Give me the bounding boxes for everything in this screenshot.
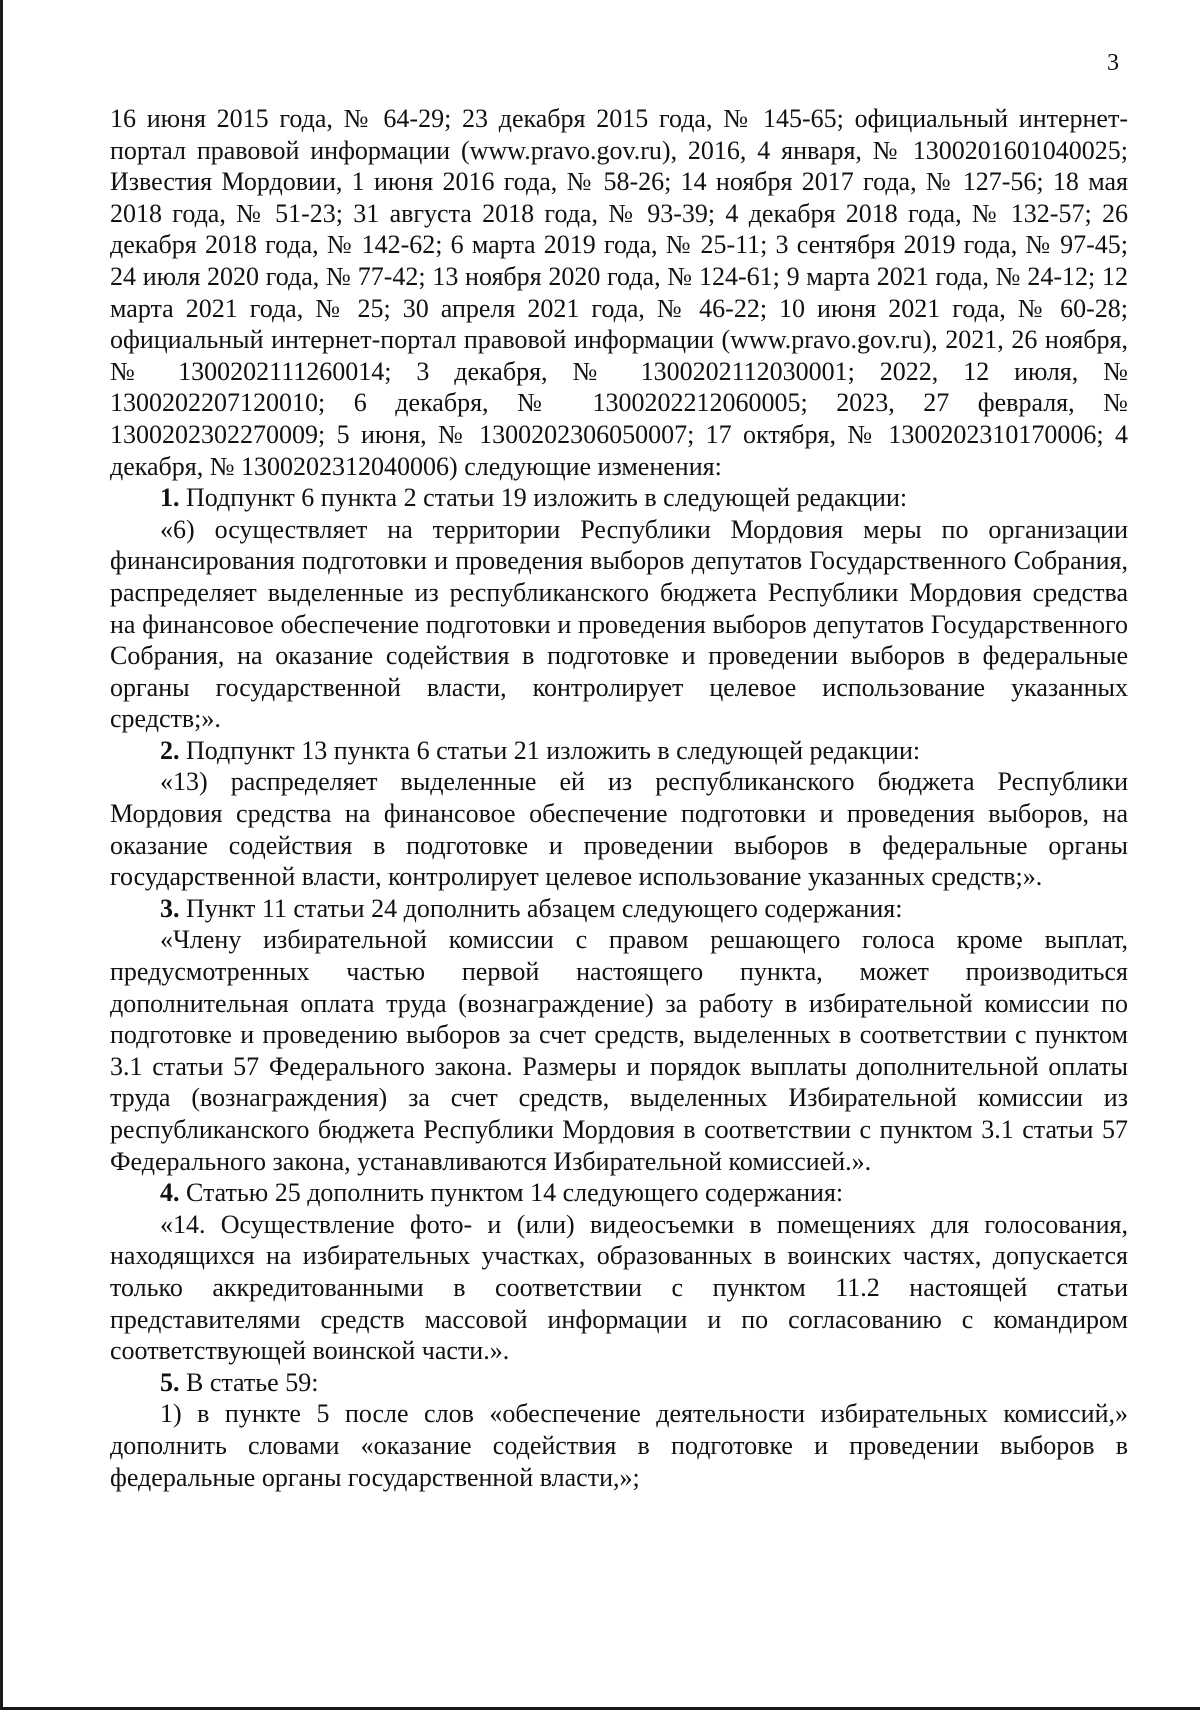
item-3-quote: «Члену избирательной комиссии с правом решающего голоса кроме выплат, предусмотренных частью первой настоящего пункта, может производиться дополнительная оплата труда (вознаграждение) за работу в избирательной комиссии по подготовке и проведению выборов за счет средств, выделенных в соответствии с пунктом 3.1 статьи 57 Федерального закона. Размеры и порядок выплаты дополнительной оплаты труда (вознаграждения) за счет средств, выделенных Избирательной комиссии из республиканского бюджета Республики Мордовия в соответствии с пунктом 3.1 статьи 57 Федерального закона, устанавливаются Избирательной комиссией.». (110, 925, 1128, 1176)
scan-edge-left (0, 0, 3, 1710)
item-3-text: Пункт 11 статьи 24 дополнить абзацем следующего содержания: (186, 893, 903, 923)
item-1-paragraph (110, 482, 1128, 514)
item-5-text: В статье 59: (186, 1367, 319, 1397)
item-1-quote: «6) осуществляет на территории Республики Мордовия меры по организации финансирования подготовки и проведения выборов депутатов Государственного Собрания, распределяет выделенные из республиканского бюджета Республики Мордовия средства на финансовое обеспечение подготовки и проведения выборов депутатов Государственного Собрания, на оказание содействия в подготовке и проведении выборов в федеральные органы государственной власти, контролирует целевое использование указанных средств;». (110, 514, 1128, 734)
item-1-number: 1. (160, 483, 180, 513)
item-4-paragraph (110, 1177, 1128, 1209)
item-4-quote: «14. Осуществление фото- и (или) видеосъемки в помещениях для голосования, находящихся на избирательных участках, образованных в воинских частях, допускается только аккредитованными в соответствии с пунктом 11.2 настоящей статьи представителями средств массовой информации и по согласованию с командиром соответствующей воинской части.». (110, 1209, 1128, 1366)
document-body (110, 103, 1128, 1493)
item-4-text: Статью 25 дополнить пунктом 14 следующего содержания: (186, 1178, 844, 1208)
item-3-paragraph (110, 893, 1128, 925)
page-number: 3 (1107, 50, 1119, 76)
item-5-paragraph (110, 1367, 1128, 1399)
item-2-number: 2. (160, 735, 180, 765)
item-5-subitem-1: 1) в пункте 5 после слов «обеспечение деятельности избирательных комиссий,» дополнить словами «оказание содействия в подготовке и проведении выборов в федеральные органы государственной власти,»; (110, 1399, 1128, 1492)
item-1-text: Подпункт 6 пункта 2 статьи 19 изложить в следующей редакции: (186, 483, 908, 513)
item-4-number: 4. (160, 1178, 180, 1208)
item-2-paragraph (110, 735, 1128, 767)
amendments-intro-paragraph: 16 июня 2015 года, № 64-29; 23 декабря 2015 года, № 145-65; официальный интернет-портал правовой информации (www.pravo.gov.ru), 2016, 4 января, № 1300201601040025; Известия Мордовии, 1 июня 2016 года, № 58-26; 14 ноября 2017 года, № 127-56; 18 мая 2018 года, № 51-23; 31 августа 2018 года, № 93-39; 4 декабря 2018 года, № 132-57; 26 декабря 2018 года, № 142-62; 6 марта 2019 года, № 25-11; 3 сентября 2019 года, № 97-45; 24 июля 2020 года, № 77-42; 13 ноября 2020 года, № 124-61; 9 марта 2021 года, № 24-12; 12 марта 2021 года, № 25; 30 апреля 2021 года, № 46-22; 10 июня 2021 года, № 60-28; официальный интернет-портал правовой информации (www.pravo.gov.ru), 2021, 26 ноября, № 1300202111260014; 3 декабря, № 1300202112030001; 2022, 12 июля, № 1300202207120010; 6 декабря, № 1300202212060005; 2023, 27 февраля, № 1300202302270009; 5 июня, № 1300202306050007; 17 октября, № 1300202310170006; 4 декабря, № 1300202312040006) следующие изменения: (110, 104, 1128, 481)
item-5-number: 5. (160, 1367, 180, 1397)
item-3-number: 3. (160, 893, 180, 923)
item-2-quote: «13) распределяет выделенные ей из республиканского бюджета Республики Мордовия средства на финансовое обеспечение подготовки и проведения выборов, на оказание содействия в подготовке и проведении выборов в федеральные органы государственной власти, контролирует целевое использование указанных средств;». (110, 767, 1128, 892)
item-2-text: Подпункт 13 пункта 6 статьи 21 изложить в следующей редакции: (186, 735, 921, 765)
